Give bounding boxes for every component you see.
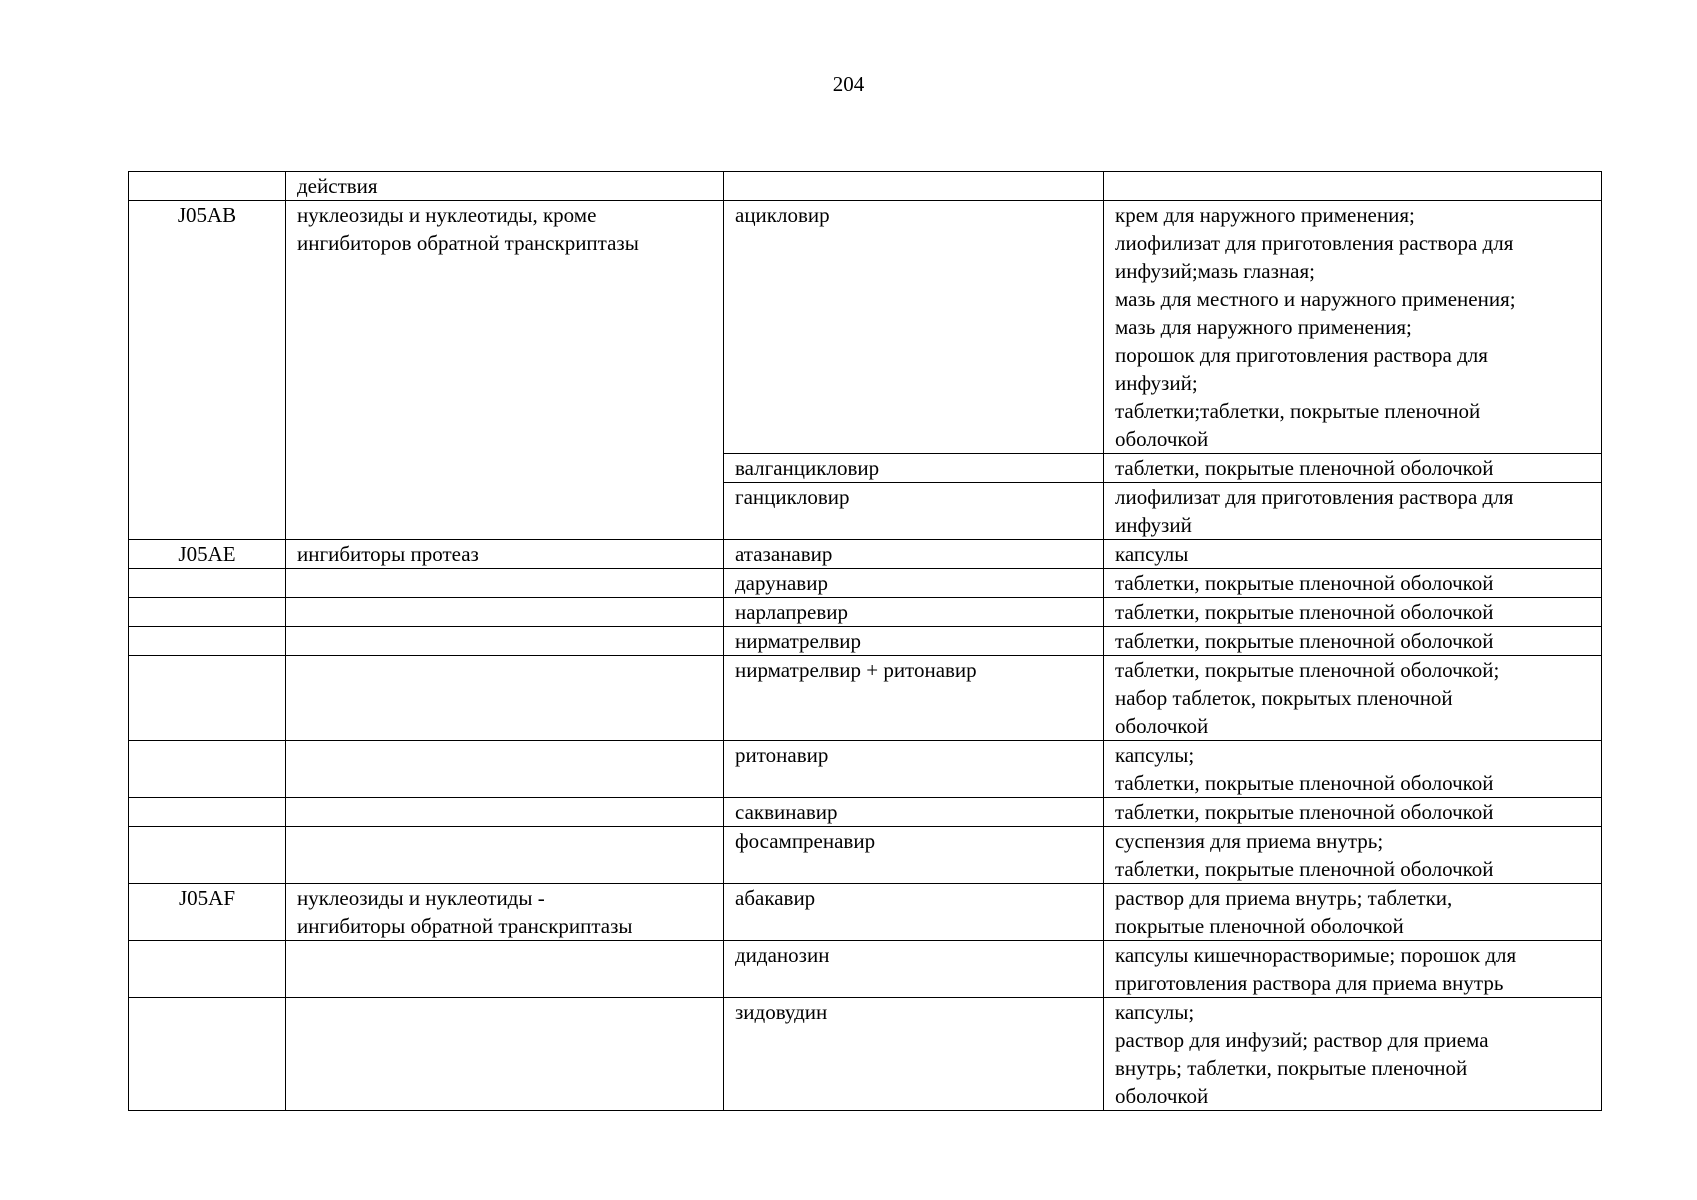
cell-line: атазанавир — [735, 542, 833, 566]
drug-name-cell — [724, 884, 1104, 941]
cell-line: внутрь; таблетки, покрытые пленочной — [1115, 1056, 1468, 1080]
dosage-form-cell — [1104, 884, 1602, 941]
group-cell — [286, 569, 724, 598]
cell-line: раствор для приема внутрь; таблетки, — [1115, 886, 1453, 910]
cell-line: лиофилизат для приготовления раствора для — [1115, 231, 1514, 255]
cell-line: мазь для наружного применения; — [1115, 315, 1412, 339]
dosage-form-cell — [1104, 941, 1602, 998]
table-row — [129, 827, 1602, 884]
cell-line: валганцикловир — [735, 456, 880, 480]
table-row — [129, 884, 1602, 941]
cell-line: ингибиторы обратной транскриптазы — [297, 914, 633, 938]
table-row — [129, 598, 1602, 627]
cell-line: дарунавир — [735, 571, 828, 595]
cell-line: фосампренавир — [735, 829, 876, 853]
dosage-form-cell — [1104, 741, 1602, 798]
drug-name-cell — [724, 627, 1104, 656]
cell-line: раствор для инфузий; раствор для приема — [1115, 1028, 1489, 1052]
dosage-form-cell — [1104, 569, 1602, 598]
cell-line: крем для наружного применения; — [1115, 203, 1415, 227]
drug-name-cell — [724, 741, 1104, 798]
group-cell — [286, 827, 724, 884]
dosage-form-cell — [1104, 627, 1602, 656]
cell-line: диданозин — [735, 943, 830, 967]
group-cell — [286, 941, 724, 998]
dosage-form-cell — [1104, 172, 1602, 201]
table-row — [129, 656, 1602, 741]
cell-line: оболочкой — [1115, 714, 1209, 738]
drug-name-cell — [724, 827, 1104, 884]
atc-code-cell — [129, 798, 286, 827]
cell-line: ганцикловир — [735, 485, 850, 509]
atc-code-cell — [129, 627, 286, 656]
cell-line: ингибиторов обратной транскриптазы — [297, 231, 639, 255]
cell-line: таблетки, покрытые пленочной оболочкой — [1115, 771, 1494, 795]
cell-line: ритонавир — [735, 743, 829, 767]
cell-line: оболочкой — [1115, 1084, 1209, 1108]
table-row — [129, 741, 1602, 798]
drug-name-cell — [724, 454, 1104, 483]
dosage-form-cell — [1104, 656, 1602, 741]
atc-code-cell — [129, 172, 286, 201]
dosage-form-cell — [1104, 454, 1602, 483]
group-cell — [286, 201, 724, 540]
group-cell — [286, 172, 724, 201]
dosage-form-cell — [1104, 798, 1602, 827]
table-row — [129, 998, 1602, 1111]
cell-line: ингибиторы протеаз — [297, 542, 479, 566]
cell-line: таблетки, покрытые пленочной оболочкой — [1115, 800, 1494, 824]
drug-name-cell — [724, 172, 1104, 201]
cell-line: таблетки, покрытые пленочной оболочкой; — [1115, 658, 1500, 682]
group-cell — [286, 540, 724, 569]
cell-line: капсулы — [1115, 542, 1189, 566]
drug-name-cell — [724, 656, 1104, 741]
dosage-form-cell — [1104, 598, 1602, 627]
cell-line: нирматрелвир + ритонавир — [735, 658, 977, 682]
atc-code-cell — [129, 656, 286, 741]
atc-code-cell — [129, 741, 286, 798]
dosage-form-cell — [1104, 827, 1602, 884]
group-cell — [286, 627, 724, 656]
cell-line: капсулы кишечнорастворимые; порошок для — [1115, 943, 1517, 967]
cell-line: нуклеозиды и нуклеотиды, кроме — [297, 203, 597, 227]
cell-line: приготовления раствора для приема внутрь — [1115, 971, 1504, 995]
table-row — [129, 569, 1602, 598]
atc-code-cell — [129, 827, 286, 884]
atc-code-cell: J05AF — [129, 884, 286, 941]
drug-name-cell — [724, 598, 1104, 627]
cell-line: таблетки, покрытые пленочной оболочкой — [1115, 456, 1494, 480]
cell-line: покрытые пленочной оболочкой — [1115, 914, 1404, 938]
cell-line: нуклеозиды и нуклеотиды - — [297, 886, 545, 910]
table-row — [129, 540, 1602, 569]
dosage-form-cell — [1104, 483, 1602, 540]
table-row — [129, 172, 1602, 201]
cell-line: ацикловир — [735, 203, 830, 227]
table-row — [129, 201, 1602, 454]
cell-line: капсулы; — [1115, 1000, 1195, 1024]
cell-line: инфузий; — [1115, 371, 1198, 395]
group-cell — [286, 598, 724, 627]
drug-name-cell — [724, 941, 1104, 998]
atc-code-cell: J05AE — [129, 540, 286, 569]
cell-line: капсулы; — [1115, 743, 1195, 767]
drug-name-cell — [724, 998, 1104, 1111]
dosage-form-cell — [1104, 201, 1602, 454]
atc-code-cell — [129, 998, 286, 1111]
drug-name-cell — [724, 569, 1104, 598]
cell-line: таблетки, покрытые пленочной оболочкой — [1115, 857, 1494, 881]
cell-line: набор таблеток, покрытых пленочной — [1115, 686, 1453, 710]
cell-line: мазь для местного и наружного применения; — [1115, 287, 1516, 311]
table-row — [129, 627, 1602, 656]
cell-line: абакавир — [735, 886, 816, 910]
cell-line: суспензия для приема внутрь; — [1115, 829, 1384, 853]
group-cell — [286, 798, 724, 827]
group-cell — [286, 741, 724, 798]
table-row — [129, 798, 1602, 827]
cell-line: таблетки, покрытые пленочной оболочкой — [1115, 571, 1494, 595]
cell-line: инфузий — [1115, 513, 1192, 537]
cell-line: порошок для приготовления раствора для — [1115, 343, 1488, 367]
cell-line: зидовудин — [735, 1000, 828, 1024]
drug-name-cell — [724, 483, 1104, 540]
dosage-form-cell — [1104, 540, 1602, 569]
drug-name-cell — [724, 798, 1104, 827]
cell-line: действия — [297, 174, 378, 198]
cell-line: таблетки, покрытые пленочной оболочкой — [1115, 600, 1494, 624]
cell-line: лиофилизат для приготовления раствора для — [1115, 485, 1514, 509]
group-cell — [286, 656, 724, 741]
page-number: 204 — [832, 72, 865, 96]
drug-table — [128, 171, 1602, 1111]
drug-name-cell — [724, 540, 1104, 569]
cell-line: нирматрелвир — [735, 629, 861, 653]
cell-line: инфузий;мазь глазная; — [1115, 259, 1315, 283]
atc-code-cell: J05AB — [129, 201, 286, 540]
atc-code-cell — [129, 569, 286, 598]
atc-code-cell — [129, 598, 286, 627]
group-cell — [286, 884, 724, 941]
cell-line: таблетки;таблетки, покрытые пленочной — [1115, 399, 1481, 423]
cell-line: саквинавир — [735, 800, 838, 824]
cell-line: таблетки, покрытые пленочной оболочкой — [1115, 629, 1494, 653]
dosage-form-cell — [1104, 998, 1602, 1111]
table-row — [129, 941, 1602, 998]
cell-line: нарлапревир — [735, 600, 849, 624]
atc-code-cell — [129, 941, 286, 998]
cell-line: оболочкой — [1115, 427, 1209, 451]
group-cell — [286, 998, 724, 1111]
drug-name-cell — [724, 201, 1104, 454]
